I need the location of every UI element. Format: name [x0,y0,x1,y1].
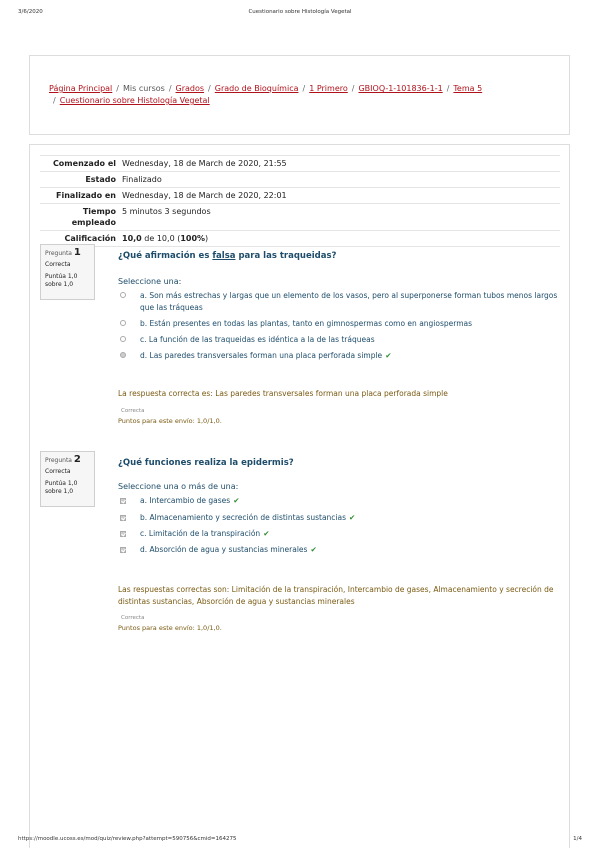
answer-option[interactable] [120,528,560,541]
answer-label: b. Almacenamiento y secreción de distintas sustancias ✔ [140,513,356,522]
correct-check-icon: ✔ [385,351,392,360]
outcome-state: Correcta [121,615,145,621]
summary-row [40,187,560,203]
attempt-summary-table [40,155,560,247]
breadcrumb-course-link[interactable]: GBIOQ-1-101836-1-1 [358,84,443,93]
answer-option[interactable] [120,290,560,314]
answer-prompt: Seleccione una: [118,277,182,286]
checkbox[interactable] [120,515,126,521]
page-number: 1/4 [573,836,582,842]
grade-score: 10,0 [122,234,142,243]
summary-label: Calificación [64,234,116,243]
summary-value: 5 minutos 3 segundos [122,207,211,216]
summary-value: Finalizado [122,175,162,184]
answer-label: b. Están presentes en todas las plantas, tanto en gimnospermas como en angiospermas [140,319,473,328]
summary-label: Tiempo empleado [71,207,116,227]
answer-label: c. La función de las traqueidas es idéntica a la de las tráqueas [140,335,375,344]
summary-label: Estado [85,175,116,184]
correct-check-icon: ✔ [349,513,356,522]
breadcrumb-topic-link[interactable]: Tema 5 [453,84,483,93]
print-date: 3/6/2020 [18,9,43,15]
grade-percent: 100% [180,234,206,243]
answer-option[interactable] [120,512,560,525]
question-state: Correcta [45,468,71,475]
question-info-2 [40,451,95,507]
radio-button[interactable] [120,336,126,342]
checkbox[interactable] [120,531,126,537]
summary-row [40,171,560,187]
grade-value: 10,0 de 10,0 (100%) [122,234,209,243]
answer-option[interactable] [120,350,560,362]
outcome-mark: Puntos para este envío: 1,0/1,0. [118,417,222,425]
breadcrumb-quiz-link[interactable]: Cuestionario sobre Histología Vegetal [59,96,210,105]
answer-label: d. Absorción de agua y sustancias minerales ✔ [140,545,317,554]
breadcrumb-home-link[interactable]: Página Principal [49,84,113,93]
correct-answer-feedback: Las respuestas correctas son: Limitación de la transpiración, Intercambio de gases, Almacenamiento y secreción de distintas sustancias, Absorción de agua y sustancias minerales [118,585,554,606]
answer-label: c. Limitación de la transpiración ✔ [140,529,270,538]
checkbox[interactable] [120,498,126,504]
question-text: ¿Qué afirmación es falsa para las traqueidas? [118,251,337,261]
answer-option[interactable] [120,495,560,508]
radio-button[interactable] [120,320,126,326]
correct-answer-feedback: La respuesta correcta es: Las paredes transversales forman una placa perforada simple [118,389,448,398]
answer-label: d. Las paredes transversales forman una placa perforada simple ✔ [140,351,392,360]
summary-value: Wednesday, 18 de March de 2020, 21:55 [122,159,287,168]
print-title: Cuestionario sobre Histología Vegetal [248,9,352,15]
question-number: Pregunta 1 [45,247,81,258]
breadcrumb: Página Principal / Mis cursos / Grados / Grado de Bioquímica / 1 Primero / GBIOQ-1-101836-1-1 / Tema 5 / Cuestionario sobre Histología Vegetal [49,84,483,105]
correct-check-icon: ✔ [233,496,240,505]
question-number: Pregunta 2 [45,454,81,465]
breadcrumb-grado-link[interactable]: Grado de Bioquímica [214,84,299,93]
answer-prompt: Seleccione una o más de una: [118,482,239,491]
question-text: ¿Qué funciones realiza la epidermis? [118,458,294,468]
summary-value: Wednesday, 18 de March de 2020, 22:01 [122,191,287,200]
summary-row [40,203,560,230]
outcome-state: Correcta [121,408,145,414]
summary-label: Finalizado en [56,191,116,200]
answer-label: a. Son más estrechas y largas que un elemento de los vasos, pero al superponerse forman tubos menos largos que las tráqueas [140,291,558,312]
question-grade: Puntúa 1,0 sobre 1,0 [45,480,78,495]
correct-check-icon: ✔ [310,545,317,554]
checkbox[interactable] [120,547,126,553]
radio-button[interactable] [120,292,126,298]
radio-button-selected[interactable] [120,352,126,358]
summary-row-grade [40,230,560,247]
breadcrumb-year-link[interactable]: 1 Primero [309,84,348,93]
summary-label: Comenzado el [52,159,116,168]
breadcrumb-my-courses: Mis cursos [122,84,165,93]
breadcrumb-grados-link[interactable]: Grados [175,84,205,93]
outcome-mark: Puntos para este envío: 1,0/1,0. [118,624,222,632]
print-url: https://moodle.ucoss.es/mod/quiz/review.php?attempt=590756&cmid=164275 [18,836,237,842]
question-state: Correcta [45,261,71,268]
answer-option[interactable] [120,318,560,330]
question-grade: Puntúa 1,0 sobre 1,0 [45,273,78,288]
answer-label: a. Intercambio de gases ✔ [140,496,240,505]
correct-check-icon: ✔ [263,529,270,538]
breadcrumb-panel [29,55,570,135]
summary-row [40,155,560,171]
question-info-1 [40,244,95,300]
answer-option[interactable] [120,544,560,557]
answer-option[interactable] [120,334,560,346]
